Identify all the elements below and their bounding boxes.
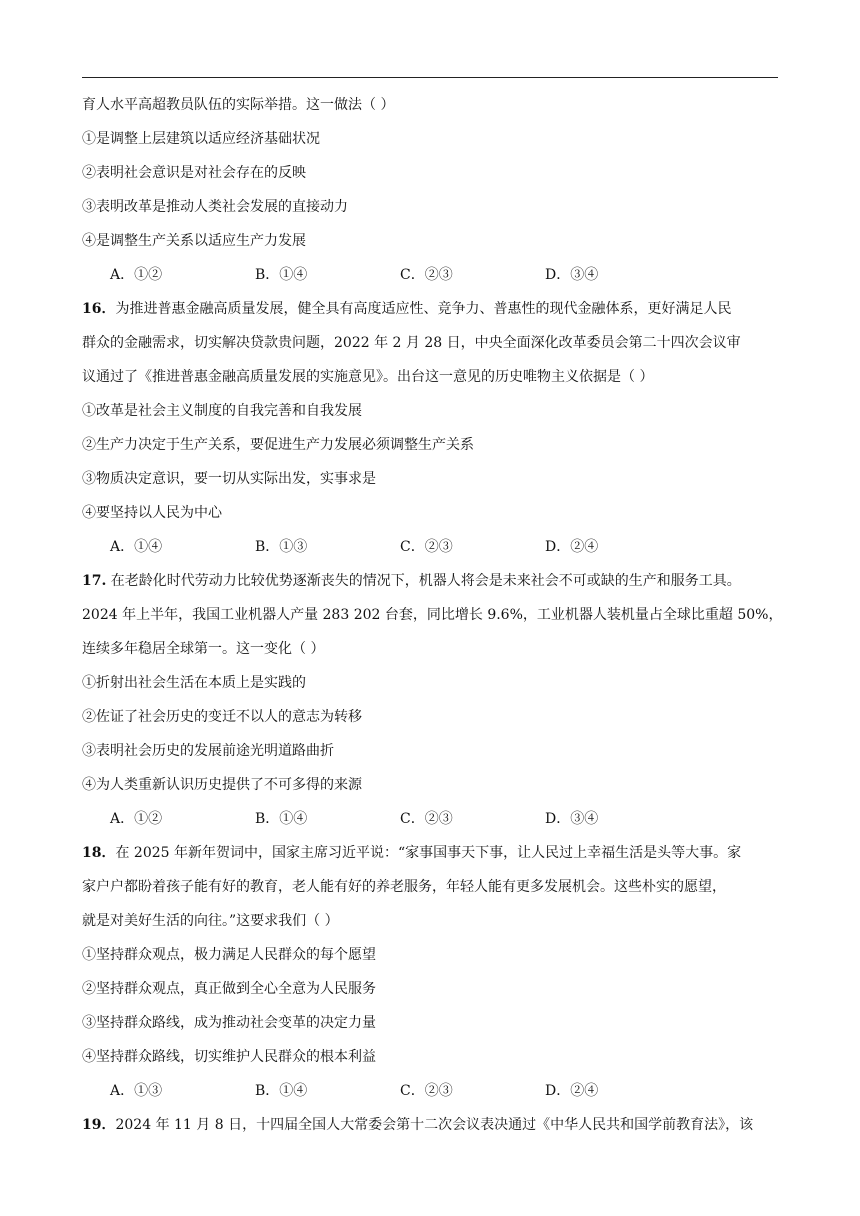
question-number: 18．: [82, 845, 116, 861]
question-stem-line: [82, 836, 782, 870]
question-stem-line: 议通过了《推进普惠金融高质量发展的实施意见》。出台这一意见的历史唯物主义依据是（ ）: [82, 369, 654, 385]
statement-1: ①改革是社会主义制度的自我完善和自我发展: [82, 403, 362, 419]
statement-4: ④要坚持以人民为中心: [82, 505, 222, 521]
question-stem-line: 育人水平高超教员队伍的实际举措。这一做法（ ）: [82, 97, 395, 113]
option-b[interactable]: B．①④: [255, 1083, 308, 1099]
statement-4: ④坚持群众路线，切实维护人民群众的根本利益: [82, 1049, 376, 1065]
stem-text: 2024 年 11 月 8 日，十四届全国人大常委会第十二次会议表决通过《中华人民共和国学前教育法》，该: [115, 1117, 754, 1133]
option-a[interactable]: A．①②: [110, 811, 163, 827]
answer-options: [82, 802, 782, 836]
statement-1: ①是调整上层建筑以适应经济基础状况: [82, 131, 320, 147]
answer-options: [82, 530, 782, 564]
answer-options: [82, 1074, 782, 1108]
statement-2: ②佐证了社会历史的变迁不以人的意志为转移: [82, 709, 362, 725]
option-d[interactable]: D．③④: [545, 811, 599, 827]
question-16: [82, 292, 782, 564]
statement-2: ②表明社会意识是对社会存在的反映: [82, 165, 306, 181]
option-c[interactable]: C．②③: [400, 267, 453, 283]
question-stem-line: 群众的金融需求，切实解决贷款贵问题，2022 年 2 月 28 日，中央全面深化改革委员会第二十四次会议审: [82, 335, 741, 351]
question-17: [82, 564, 782, 836]
option-b[interactable]: B．①④: [255, 267, 308, 283]
header-rule: [82, 77, 778, 78]
statement-1: ①坚持群众观点，极力满足人民群众的每个愿望: [82, 947, 376, 963]
question-19: [82, 1108, 782, 1142]
question-stem-line: 2024 年上半年，我国工业机器人产量 283 202 台套，同比增长 9.6%，工业机器人装机量占全球比重超 50%，: [82, 607, 783, 623]
statement-3: ③物质决定意识，要一切从实际出发，实事求是: [82, 471, 376, 487]
question-15-continuation: [82, 88, 782, 292]
question-stem-line: [82, 1108, 782, 1142]
question-number: 17.: [82, 573, 107, 589]
option-c[interactable]: C．②③: [400, 811, 453, 827]
statement-3: ③坚持群众路线，成为推动社会变革的决定力量: [82, 1015, 376, 1031]
option-d[interactable]: D．②④: [545, 539, 599, 555]
statement-1: ①折射出社会生活在本质上是实践的: [82, 675, 306, 691]
option-c[interactable]: C．②③: [400, 1083, 453, 1099]
statement-2: ②生产力决定于生产关系，要促进生产力发展必须调整生产关系: [82, 437, 474, 453]
statement-2: ②坚持群众观点，真正做到全心全意为人民服务: [82, 981, 376, 997]
option-c[interactable]: C．②③: [400, 539, 453, 555]
option-b[interactable]: B．①③: [255, 539, 308, 555]
option-a[interactable]: A．①③: [110, 1083, 163, 1099]
stem-text: 在 2025 年新年贺词中，国家主席习近平说：“家事国事天下事，让人民过上幸福生活是头等大事。家: [115, 845, 742, 861]
question-stem-line: 连续多年稳居全球第一。这一变化（ ）: [82, 641, 325, 657]
statement-4: ④是调整生产关系以适应生产力发展: [82, 233, 306, 249]
question-18: [82, 836, 782, 1108]
stem-text: 在老龄化时代劳动力比较优势逐渐丧失的情况下，机器人将会是未来社会不可或缺的生产和服务工具。: [106, 573, 741, 589]
question-stem-line: 家户户都盼着孩子能有好的教育，老人能有好的养老服务，年轻人能有更多发展机会。这些朴实的愿望，: [82, 879, 726, 895]
option-b[interactable]: B．①④: [255, 811, 308, 827]
option-a[interactable]: A．①②: [110, 267, 163, 283]
question-stem-line: [82, 292, 782, 326]
option-a[interactable]: A．①④: [110, 539, 163, 555]
option-d[interactable]: D．②④: [545, 1083, 599, 1099]
exam-page-content: [82, 88, 782, 1142]
statement-3: ③表明改革是推动人类社会发展的直接动力: [82, 199, 348, 215]
question-number: 16．: [82, 301, 116, 317]
statement-4: ④为人类重新认识历史提供了不可多得的来源: [82, 777, 362, 793]
question-stem-line: 就是对美好生活的向往。”这要求我们（ ）: [82, 913, 339, 929]
answer-options: [82, 258, 782, 292]
stem-text: 为推进普惠金融高质量发展，健全具有高度适应性、竞争力、普惠性的现代金融体系，更好满足人民: [115, 301, 732, 317]
question-stem-line: [82, 564, 782, 598]
question-number: 19．: [82, 1117, 116, 1133]
option-d[interactable]: D．③④: [545, 267, 599, 283]
statement-3: ③表明社会历史的发展前途光明道路曲折: [82, 743, 334, 759]
